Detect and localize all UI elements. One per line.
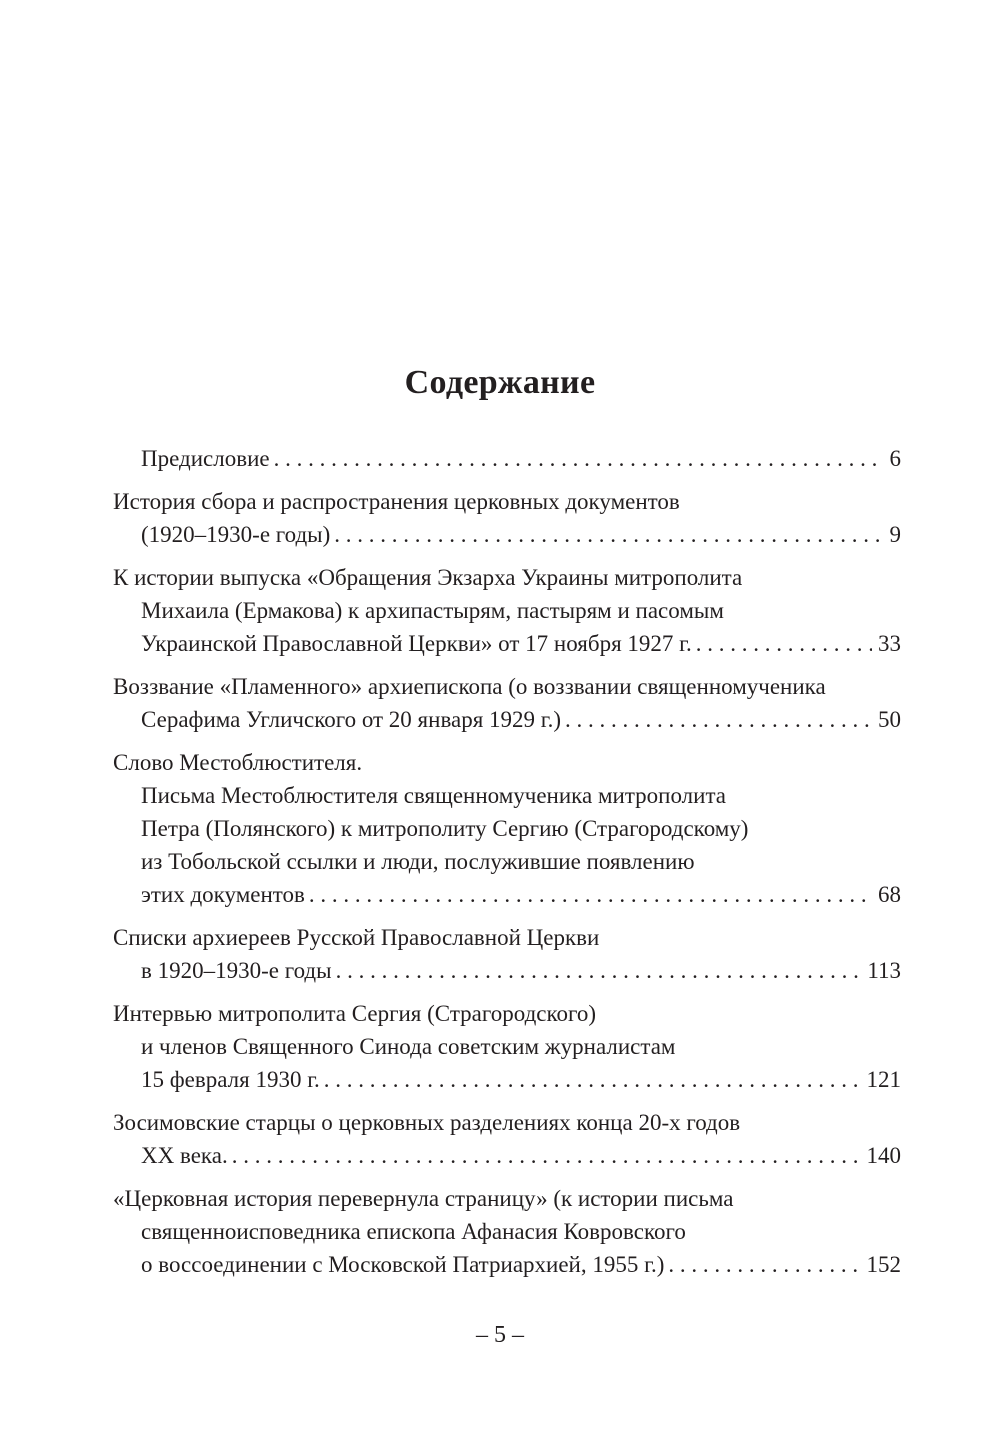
dot-leader <box>696 627 872 660</box>
toc-entry-text: К истории выпуска «Обращения Экзарха Украины митрополита <box>113 565 743 590</box>
toc-page-number: 68 <box>878 882 901 907</box>
toc-entry[interactable] <box>113 746 901 911</box>
toc-page-number: 121 <box>866 1067 901 1092</box>
dot-leader <box>668 1248 860 1281</box>
toc-entry[interactable] <box>113 1106 901 1172</box>
dot-leader <box>336 954 862 987</box>
toc-entry[interactable] <box>113 997 901 1096</box>
dot-leader <box>232 1139 861 1172</box>
toc-entry[interactable] <box>113 561 901 660</box>
toc-entry[interactable] <box>113 670 901 736</box>
toc-page-number: 113 <box>867 958 901 983</box>
toc-entry[interactable] <box>113 485 901 551</box>
toc-entry-text: 15 февраля 1930 г. <box>141 1067 320 1092</box>
toc-page-number: 33 <box>878 631 901 656</box>
toc-entry-text: Серафима Угличского от 20 января 1929 г.) <box>141 707 562 732</box>
toc-page-number: 140 <box>866 1143 901 1168</box>
toc-page-number: 50 <box>878 707 901 732</box>
toc-entry[interactable] <box>113 442 901 475</box>
toc-entry-text: Украинской Православной Церкви» от 17 ноября 1927 г. <box>141 631 692 656</box>
toc-entry-text: Воззвание «Пламенного» архиепископа (о воззвании священномученика <box>113 674 826 699</box>
dot-leader <box>274 442 884 475</box>
toc-entry-text: о воссоединении с Московской Патриархией, 1955 г.) <box>141 1252 665 1277</box>
toc-entry-text: Михаила (Ермакова) к архипастырям, пастырям и пасомым <box>141 598 724 623</box>
toc-entry-text: Петра (Полянского) к митрополиту Сергию (Страгородскому) <box>141 816 749 841</box>
toc-entry-text: священноисповедника епископа Афанасия Ковровского <box>141 1219 686 1244</box>
toc-page-number: 152 <box>866 1252 901 1277</box>
table-of-contents <box>113 442 901 1291</box>
toc-page-number: 6 <box>889 446 901 471</box>
toc-entry-text: Письма Местоблюстителя священномученика митрополита <box>141 783 726 808</box>
dot-leader <box>334 518 883 551</box>
dot-leader <box>324 1063 861 1096</box>
dot-leader <box>309 878 872 911</box>
toc-entry[interactable] <box>113 921 901 987</box>
toc-entry-text: и членов Священного Синода советским журналистам <box>141 1034 676 1059</box>
toc-entry-text: Интервью митрополита Сергия (Страгородского) <box>113 1001 597 1026</box>
page-title: Содержание <box>404 364 596 401</box>
toc-page-number: 9 <box>889 522 901 547</box>
toc-entry-text: Зосимовские старцы о церковных разделениях конца 20-х годов <box>113 1110 741 1135</box>
toc-entry-text: в 1920–1930-е годы <box>141 958 332 983</box>
toc-entry-text: (1920–1930-е годы) <box>141 522 331 547</box>
toc-entry-text: Предисловие <box>141 446 270 471</box>
page-number: – 5 – <box>476 1322 524 1348</box>
toc-entry-text: этих документов <box>141 882 305 907</box>
toc-entry-text: «Церковная история перевернула страницу» (к истории письма <box>113 1186 734 1211</box>
toc-entry[interactable] <box>113 1182 901 1281</box>
toc-entry-text: Списки архиереев Русской Православной Церкви <box>113 925 600 950</box>
toc-entry-text: XX века. <box>141 1143 228 1168</box>
toc-entry-text: из Тобольской ссылки и люди, послужившие появлению <box>141 849 695 874</box>
dot-leader <box>565 703 872 736</box>
toc-entry-text: Слово Местоблюстителя. <box>113 750 363 775</box>
toc-entry-text: История сбора и распространения церковных документов <box>113 489 680 514</box>
